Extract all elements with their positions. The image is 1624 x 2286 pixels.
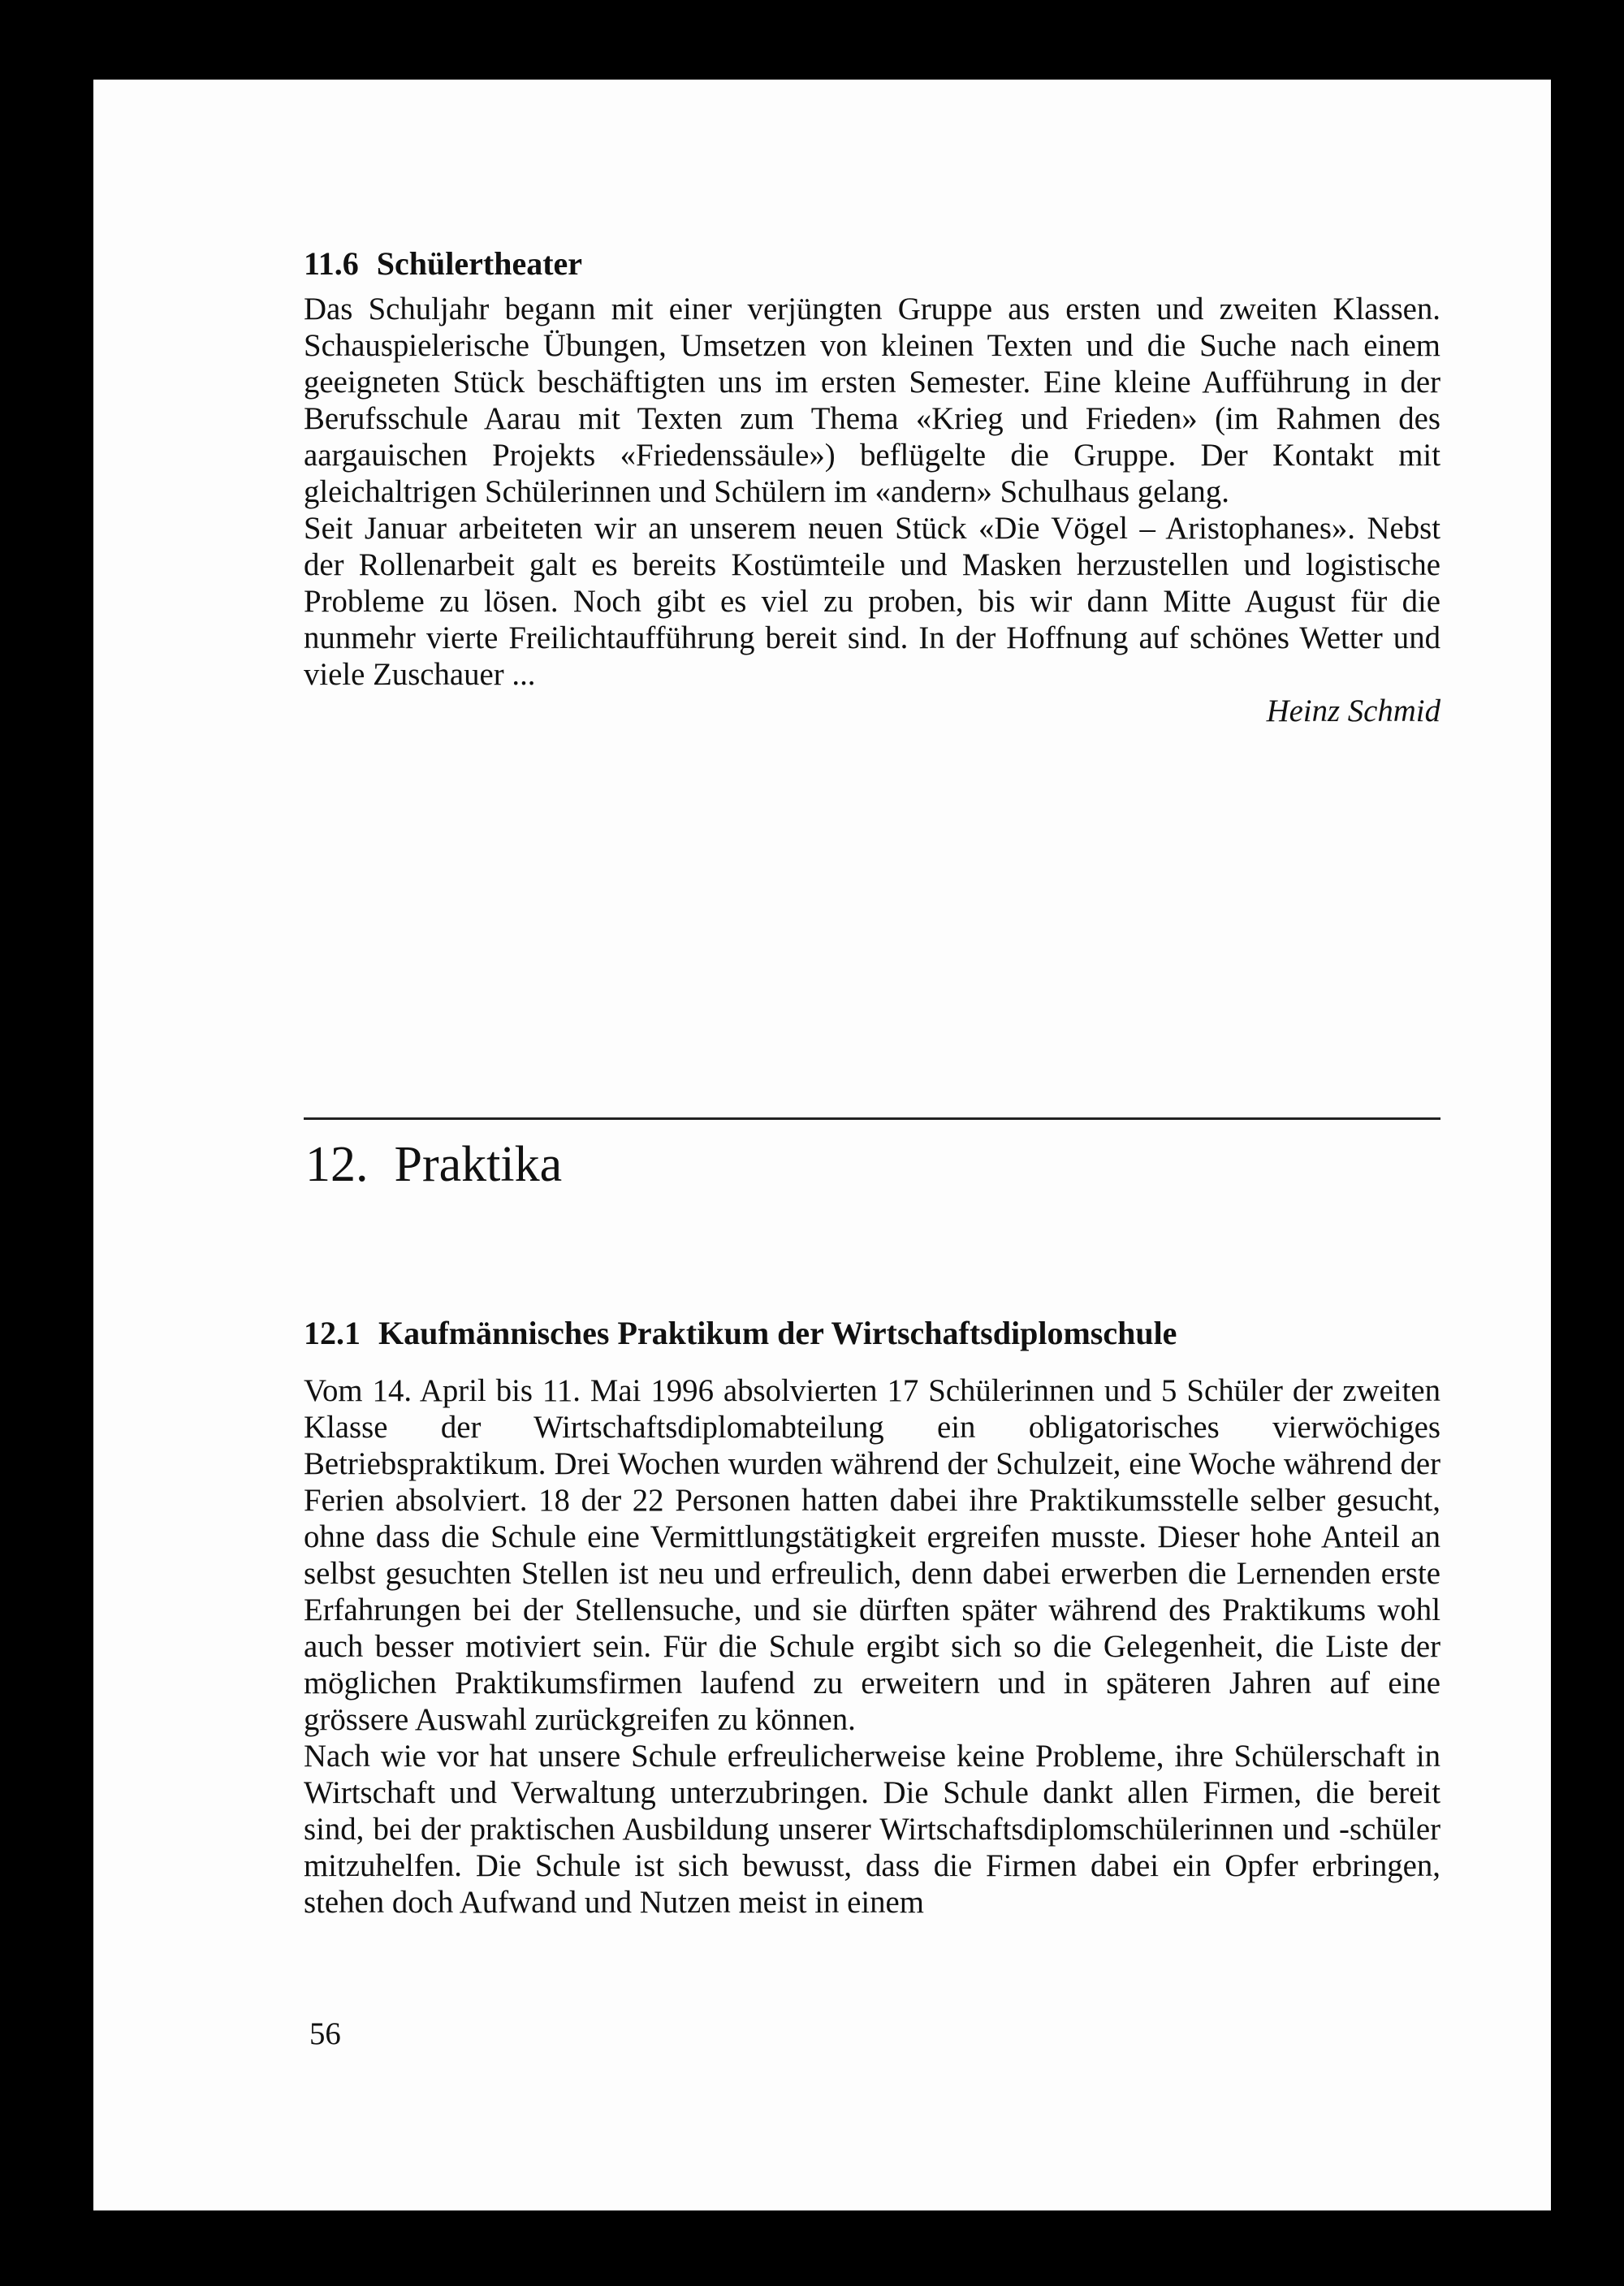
section-title: Kaufmännisches Praktikum der Wirtschaftsdiplomschule xyxy=(378,1315,1177,1351)
section-heading-12-1 xyxy=(304,1317,1177,1350)
scan-border-right xyxy=(1551,0,1624,2286)
section-heading-11-6 xyxy=(304,245,583,282)
paragraph: Seit Januar arbeiteten wir an unserem neuen Stück «Die Vögel – Aristophanes». Nebst der Rollenarbeit galt es bereits Kostümteile und Masken herzustellen und logistische Probleme zu lösen. Noch gibt es viel zu proben, bis wir dann Mitte August für die nunmehr vierte Freilichtaufführung bereit sind. In der Hoffnung auf schönes Wetter und viele Zuschauer ... xyxy=(304,511,1440,692)
section-body-11-6 xyxy=(304,291,1440,729)
author-signature: Heinz Schmid xyxy=(1266,694,1440,728)
chapter-rule xyxy=(304,1117,1440,1120)
chapter-number: 12. xyxy=(305,1137,369,1192)
scan-border-left xyxy=(0,0,93,2286)
paragraph: Nach wie vor hat unsere Schule erfreulicherweise keine Probleme, ihre Schülerschaft in Wirtschaft und Verwaltung unterzubringen. Die Schule dankt allen Firmen, die bereit sind, bei der praktischen Ausbildung unserer Wirtschaftsdiplomschülerinnen und -schüler mitzuhelfen. Die Schule ist sich bewusst, dass die Firmen dabei ein Opfer erbringen, stehen doch Aufwand und Nutzen meist in einem xyxy=(304,1739,1440,1920)
section-number: 12.1 xyxy=(304,1315,361,1351)
page-number: 56 xyxy=(309,2016,341,2051)
paragraph: Vom 14. April bis 11. Mai 1996 absolvierten 17 Schülerinnen und 5 Schüler der zweiten Klasse der Wirtschaftsdiplomabteilung ein obligatorisches vierwöchiges Betriebspraktikum. Drei Wochen wurden während der Schulzeit, eine Woche während der Ferien absolviert. 18 der 22 Personen hatten dabei ihre Praktikumsstelle selber gesucht, ohne dass die Schule eine Vermittlungstätigkeit ergreifen musste. Dieser hohe Anteil an selbst gesuchten Stellen ist neu und erfreulich, denn dabei erwerben die Lernenden erste Erfahrungen bei der Stellensuche, und sie dürften später während des Praktikums wohl auch besser motiviert sein. Für die Schule ergibt sich so die Gelegenheit, die Liste der möglichen Praktikumsfirmen laufend zu erweitern und in späteren Jahren auf eine grössere Auswahl zurückgreifen zu können. xyxy=(304,1373,1440,1737)
chapter-name: Praktika xyxy=(394,1137,563,1192)
scan-border-top xyxy=(0,0,1624,80)
paragraph: Das Schuljahr begann mit einer verjüngten Gruppe aus ersten und zweiten Klassen. Schauspielerische Übungen, Umsetzen von kleinen Texten und die Suche nach einem geeigneten Stück beschäftigten uns im ersten Semester. Eine kleine Aufführung in der Berufsschule Aarau mit Texten zum Thema «Krieg und Frieden» (im Rahmen des aargauischen Projekts «Friedenssäule») beflügelte die Gruppe. Der Kontakt mit gleichaltrigen Schülerinnen und Schülern im «andern» Schulhaus gelang. xyxy=(304,292,1440,509)
chapter-title xyxy=(305,1137,562,1192)
scan-border-bottom xyxy=(0,2210,1624,2286)
section-body-12-1 xyxy=(304,1372,1440,1921)
section-number: 11.6 xyxy=(304,245,359,282)
section-title: Schülertheater xyxy=(376,245,583,282)
